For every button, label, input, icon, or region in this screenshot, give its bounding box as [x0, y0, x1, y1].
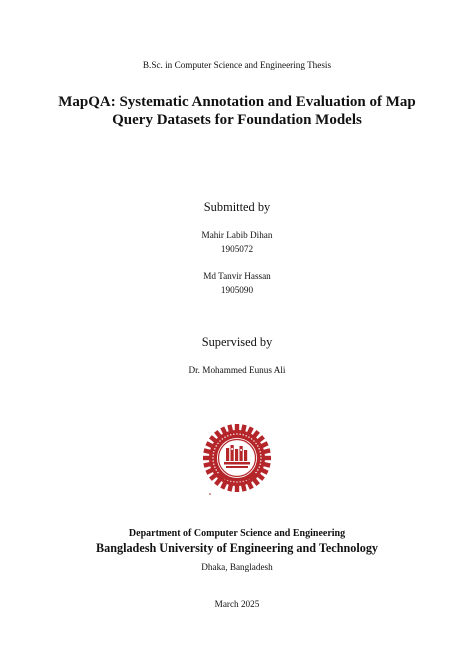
degree-line: B.Sc. in Computer Science and Engineering Thesis [142, 60, 332, 70]
submission-date: March 2025 [214, 599, 260, 609]
university-name: Bangladesh University of Engineering and Technology [95, 541, 379, 555]
author-2-id: 1905090 [220, 285, 254, 295]
thesis-title [0, 94, 474, 129]
supervisor-name: Dr. Mohammed Eunus Ali [188, 365, 286, 375]
supervised-by-heading: Supervised by [201, 335, 273, 349]
submitted-by-heading: Submitted by [203, 200, 271, 214]
author-2-name: Md Tanvir Hassan [203, 271, 271, 281]
department-name: Department of Computer Science and Engineering [128, 528, 346, 539]
buet-gear-logo-icon [202, 424, 272, 498]
author-1-name: Mahir Labib Dihan [201, 230, 273, 240]
location: Dhaka, Bangladesh [201, 562, 273, 572]
thesis-title-line-1: MapQA: Systematic Annotation and Evaluation of Map [58, 94, 416, 110]
author-1-id: 1905072 [220, 244, 254, 254]
thesis-title-line-2: Query Datasets for Foundation Models [112, 111, 362, 128]
